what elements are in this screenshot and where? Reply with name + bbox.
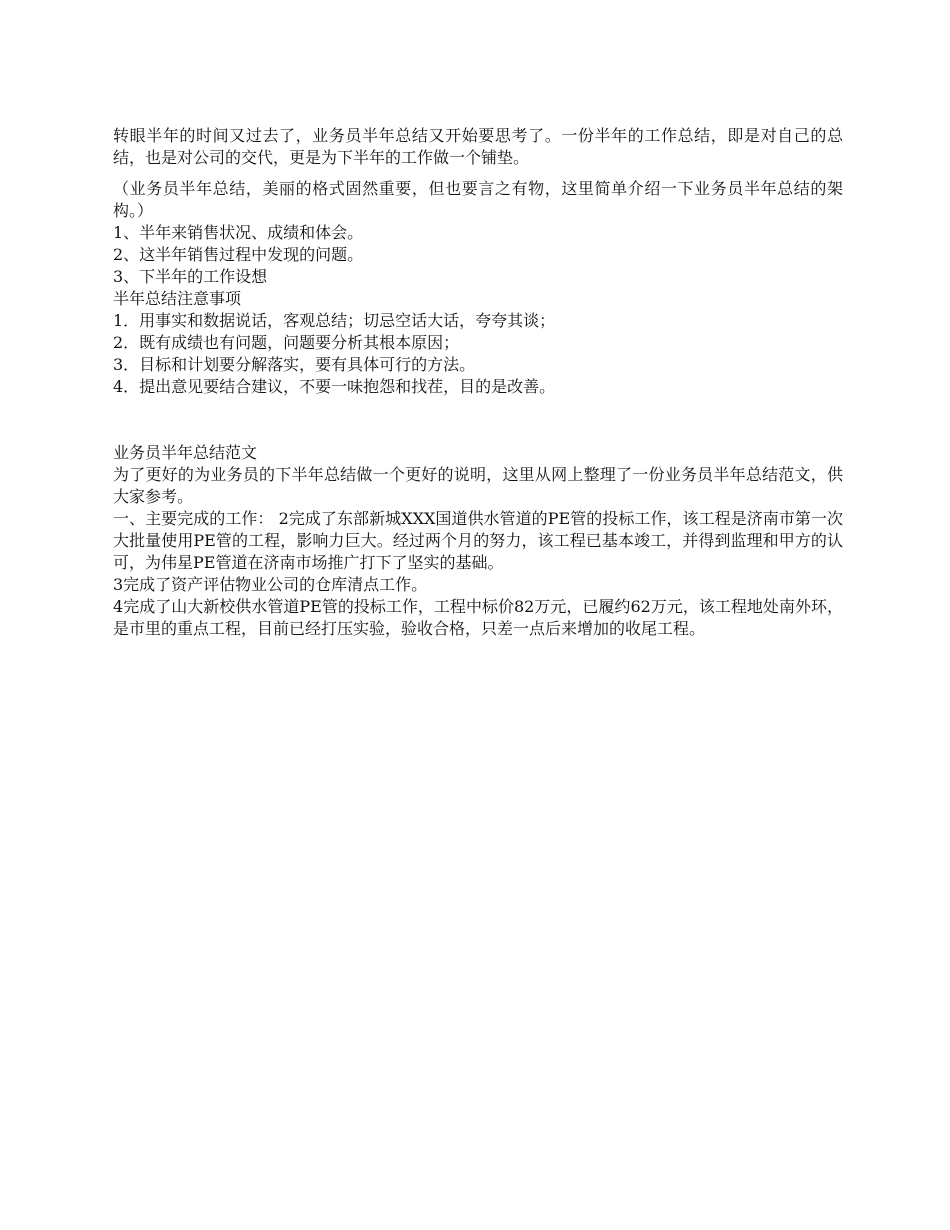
sample-paragraph: 3完成了资产评估物业公司的仓库清点工作。 bbox=[113, 575, 428, 594]
notes-item: 3．目标和计划要分解落实，要有具体可行的方法。 bbox=[113, 355, 476, 374]
document-body bbox=[113, 125, 843, 640]
intro-paragraph: 转眼半年的时间又过去了，业务员半年总结又开始要思考了。一份半年的工作总结，即是对自己的总结，也是对公司的交代，更是为下半年的工作做一个铺垫。 bbox=[113, 126, 843, 167]
notes-item: 1．用事实和数据说话，客观总结；切忌空话大话，夸夸其谈； bbox=[113, 311, 556, 330]
sample-paragraph: 4完成了山大新校供水管道PE管的投标工作，工程中标价82万元，已履约62万元，该工程地处南外环，是市里的重点工程，目前已经打压实验，验收合格，只差一点后来增加的收尾工程。 bbox=[113, 597, 843, 638]
structure-item: 3、下半年的工作设想 bbox=[113, 267, 268, 286]
sample-intro-paragraph: 为了更好的为业务员的下半年总结做一个更好的说明，这里从网上整理了一份业务员半年总结范文，供大家参考。 bbox=[113, 465, 843, 506]
notes-item: 4．提出意见要结合建议，不要一味抱怨和找茬，目的是改善。 bbox=[113, 377, 556, 396]
structure-item: 1、半年来销售状况、成绩和体会。 bbox=[113, 223, 364, 242]
sample-heading: 业务员半年总结范文 bbox=[113, 443, 258, 462]
notes-heading: 半年总结注意事项 bbox=[113, 289, 242, 308]
sample-paragraph: 一、主要完成的工作： 2完成了东部新城XXX国道供水管道的PE管的投标工作，该工程是济南市第一次大批量使用PE管的工程，影响力巨大。经过两个月的努力，该工程已基本竣工，并得到监理和甲方的认可，为伟星PE管道在济南市场推广打下了坚实的基础。 bbox=[113, 509, 843, 572]
note-paragraph: （业务员半年总结，美丽的格式固然重要，但也要言之有物，这里简单介绍一下业务员半年总结的架构。） bbox=[113, 179, 843, 220]
notes-item: 2．既有成绩也有问题，问题要分析其根本原因； bbox=[113, 333, 460, 352]
structure-item: 2、这半年销售过程中发现的问题。 bbox=[113, 245, 364, 264]
spacer bbox=[113, 398, 843, 442]
spacer bbox=[113, 169, 843, 178]
